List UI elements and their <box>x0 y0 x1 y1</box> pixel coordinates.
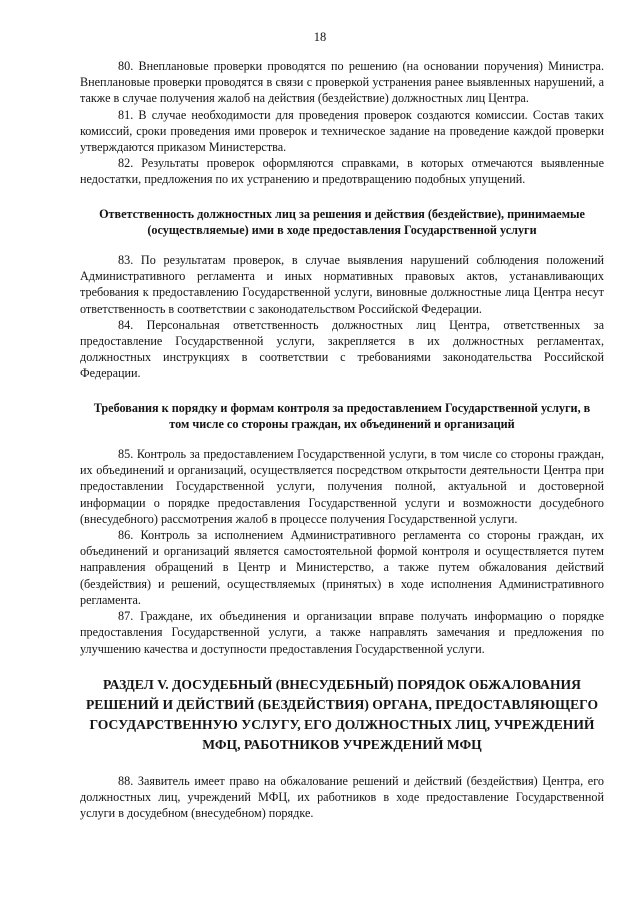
paragraph-81: 81. В случае необходимости для проведения проверок создаются комиссии. Состав таких комиссий, сроки проведения ими проверок и техническое задание на проведение каждой проверки утверждаются приказом Министерства. <box>80 107 604 155</box>
section-heading: РАЗДЕЛ V. ДОСУДЕБНЫЙ (ВНЕСУДЕБНЫЙ) ПОРЯДОК ОБЖАЛОВАНИЯ РЕШЕНИЙ И ДЕЙСТВИЙ (БЕЗДЕЙСТВИЯ) ОРГАНА, ПРЕДОСТАВЛЯЮЩЕГО ГОСУДАРСТВЕННУЮ УСЛУГУ, ЕГО ДОЛЖНОСТНЫХ ЛИЦ, УЧРЕЖДЕНИЙ МФЦ, РАБОТНИКОВ УЧРЕЖДЕНИЙ МФЦ <box>85 676 599 752</box>
paragraph-87: 87. Граждане, их объединения и организации вправе получать информацию о порядке предоставления Государственной услуги, а также направлять замечания и предложения по улучшению качества и доступности предоставления Государственной услуги. <box>80 609 604 656</box>
paragraph-80: 80. Внеплановые проверки проводятся по решению (на основании поручения) Министра. Внеплановые проверки проводятся в связи с проверкой устранения ранее выявленных нарушений, а также в случае получения жалоб на действия (бездействие) должностных лиц Центра. <box>80 59 604 106</box>
document-body <box>80 58 604 821</box>
heading-control-requirements: Требования к порядку и формам контроля за предоставлением Государственной услуги, в том числе со стороны граждан, их объединений и организаций <box>93 400 591 431</box>
paragraph-82: 82. Результаты проверок оформляются справками, в которых отмечаются выявленные недостатки, предложения по их устранению и предотвращению подобных упущений. <box>80 156 604 187</box>
paragraph-83: 83. По результатам проверок, в случае выявления нарушений соблюдения положений Административного регламента и иных нормативных правовых актов, устанавливающих требования к предоставлению Государственной услуги, виновные должностные лица Центра несут ответственность в соответствии с законодательством Российской Федерации. <box>80 253 604 316</box>
paragraph-86: 86. Контроль за исполнением Административного регламента со стороны граждан, их объединений и организаций является самостоятельной формой контроля и осуществляется путем направления обращений в Центр и Министерство, а также путем обжалования действий (бездействия) и решений, осуществляемых (принятых) в ходе исполнения Административного регламента. <box>80 528 604 607</box>
paragraph-88: 88. Заявитель имеет право на обжалование решений и действий (бездействия) Центра, его должностных лиц, учреждений МФЦ, их работников в ходе предоставление Государственной услуги в досудебном (внесудебном) порядке. <box>80 773 604 821</box>
paragraph-84: 84. Персональная ответственность должностных лиц Центра, ответственных за предоставление Государственной услуги, закрепляется в их должностных регламентах, должностных инструкциях в соответствии с требованиями законодательства Российской Федерации. <box>80 317 604 381</box>
paragraph-85: 85. Контроль за предоставлением Государственной услуги, в том числе со стороны граждан, их объединений и организаций, осуществляется посредством открытости деятельности Центра при предоставлении Государственной услуги, получения полной, актуальной и достоверной информации о порядке предоставления Государственной услуги и возможности досудебного (внесудебного) рассмотрения жалоб в процессе получения Государственной услуги. <box>80 447 604 526</box>
heading-responsibility: Ответственность должностных лиц за решения и действия (бездействие), принимаемые (осуществляемые) ими в ходе предоставления Государственной услуги <box>99 206 585 237</box>
page-number: 18 <box>313 30 327 44</box>
